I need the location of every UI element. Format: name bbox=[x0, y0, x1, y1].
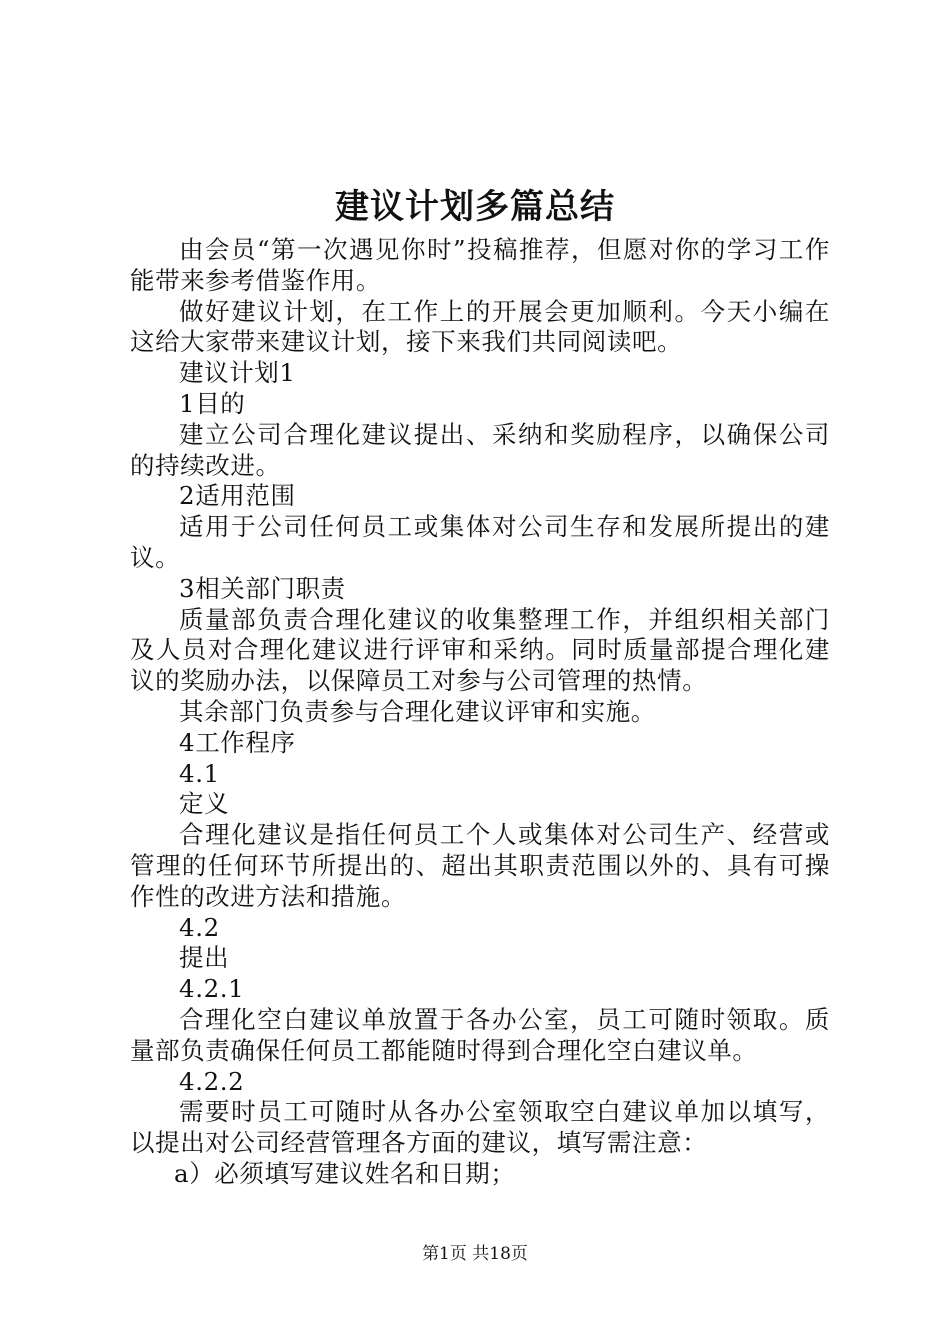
page-footer: 第1页 共18页 bbox=[422, 1244, 528, 1264]
paragraph-purpose: 建立公司合理化建议提出、采纳和奖励程序，以确保公司的持续改进。 bbox=[130, 419, 830, 480]
paragraph-blank-forms: 合理化空白建议单放置于各办公室，员工可随时领取。质量部负责确保任何员工都能随时得到合理化空白建议单。 bbox=[130, 1004, 830, 1065]
paragraph-lead: 做好建议计划，在工作上的开展会更加顺利。今天小编在这给大家带来建议计划，接下来我们共同阅读吧。 bbox=[130, 296, 830, 357]
section-heading-submission: 提出 bbox=[179, 943, 230, 973]
paragraph-intro: 由会员“第一次遇见你时”投稿推荐，但愿对你的学习工作能带来参考借鉴作用。 bbox=[130, 235, 830, 295]
section-number-4-2-2: 4.2.2 bbox=[179, 1066, 245, 1096]
paragraph-filling: 需要时员工可随时从各办公室领取空白建议单加以填写，以提出对公司经营管理各方面的建议，填写需注意： bbox=[130, 1097, 830, 1158]
section-heading-responsibilities: 3相关部门职责 bbox=[179, 573, 346, 603]
section-heading-plan-1: 建议计划1 bbox=[179, 358, 296, 388]
section-number-4-2-1: 4.2.1 bbox=[179, 974, 245, 1004]
list-item-a: a）必须填写建议姓名和日期； bbox=[174, 1158, 516, 1188]
section-heading-procedure: 4工作程序 bbox=[179, 727, 296, 757]
paragraph-definition: 合理化建议是指任何员工个人或集体对公司生产、经营或管理的任何环节所提出的、超出其职责范围以外的、具有可操作性的改进方法和措施。 bbox=[130, 820, 830, 911]
document-title: 建议计划多篇总结 bbox=[335, 187, 615, 227]
document-body bbox=[130, 235, 830, 1190]
section-heading-purpose: 1目的 bbox=[179, 388, 246, 418]
section-heading-definition: 定义 bbox=[179, 789, 230, 819]
paragraph-other-depts: 其余部门负责参与合理化建议评审和实施。 bbox=[179, 696, 656, 726]
section-number-4-1: 4.1 bbox=[179, 758, 220, 788]
paragraph-scope: 适用于公司任何员工或集体对公司生存和发展所提出的建议。 bbox=[130, 512, 830, 572]
section-number-4-2: 4.2 bbox=[179, 912, 220, 942]
paragraph-quality-dept: 质量部负责合理化建议的收集整理工作，并组织相关部门及人员对合理化建议进行评审和采纳。同时质量部提合理化建议的奖励办法，以保障员工对参与公司管理的热情。 bbox=[130, 604, 830, 696]
section-heading-scope: 2适用范围 bbox=[179, 481, 296, 511]
